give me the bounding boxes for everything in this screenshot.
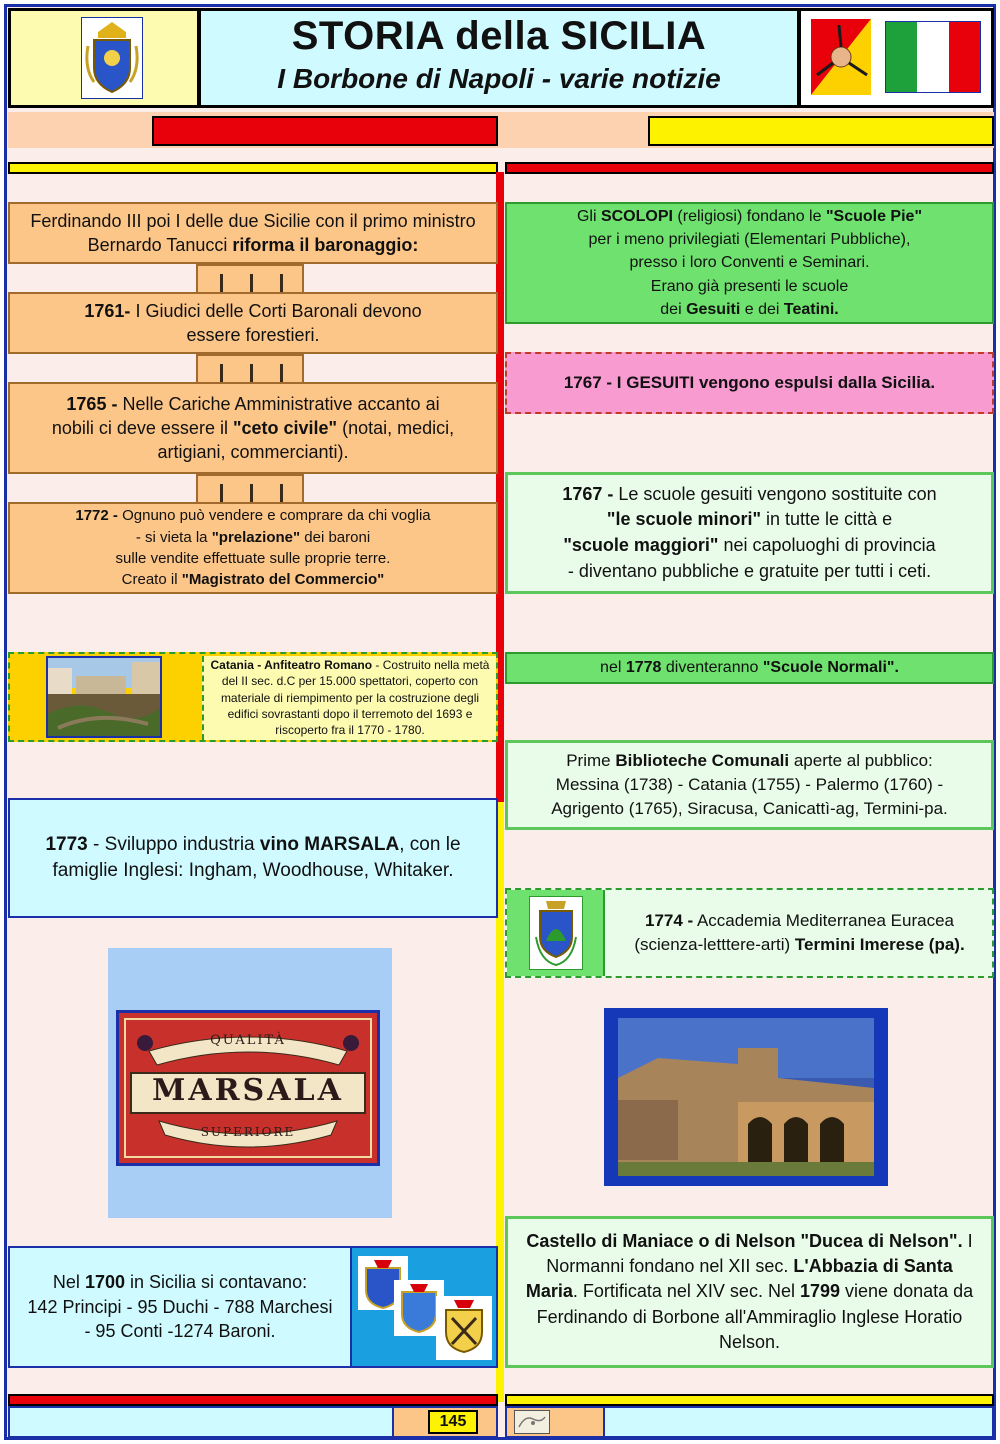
header-right-flags-box — [798, 8, 994, 108]
libraries-box: Prime Biblioteche Comunali aperte al pubblico: Messina (1738) - Catania (1755) - Palermo (1760) - Agrigento (1765), Siracusa, Canicattì-ag, Termini-pa. — [505, 740, 994, 830]
page-subtitle: I Borbone di Napoli - varie notizie — [277, 63, 721, 94]
castello-box: Castello di Maniace o di Nelson "Ducea di Nelson". I Normanni fondano nel XII sec. L'Abbazia di Santa Maria. Fortificata nel XIV sec. Nel 1799 viene donata da Ferdinando di Borbone all'Ammiraglio Inglese Horatio Nelson. — [505, 1216, 994, 1368]
red-band — [152, 116, 498, 146]
label-bottom-text: SUPERIORE — [200, 1125, 296, 1139]
footer-left-red-bar — [8, 1394, 498, 1406]
header-title-box — [198, 8, 800, 108]
scolopi-box: Gli SCOLOPI (religiosi) fondano le "Scuole Pie" per i meno privilegiati (Elementari Pubbliche), presso i loro Conventi e Seminari. Erano già presenti le scuole dei Gesuiti e dei Teatini. — [505, 202, 994, 324]
left-column-top-bar — [8, 162, 498, 174]
right-column-top-bar — [505, 162, 994, 174]
accademia-text: 1774 - Accademia Mediterranea Euracea (scienza-letttere-arti) Termini Imerese (pa). — [634, 911, 965, 954]
jesuits-expelled-box: 1767 - I GESUITI vengono espulsi dalla Sicilia. — [505, 352, 994, 414]
catania-amphitheatre-photo — [46, 656, 162, 738]
bourbon-coat-of-arms-icon — [81, 17, 143, 99]
event-1772-box: 1772 - Ognuno può vendere e comprare da chi voglia - si vieta la "prelazione" dei baroni sulle vendite effettuate sulle proprie terre. Creato il "Magistrato del Commercio" — [8, 502, 498, 594]
marsala-wine-label — [116, 1010, 380, 1166]
page-title: STORIA della SICILIA — [291, 14, 707, 58]
termini-imerese-coat-of-arms-icon — [507, 890, 605, 976]
footer-right-yellow-bar — [505, 1394, 994, 1406]
nobles-box — [8, 1246, 498, 1368]
tanucci-box: Ferdinando III poi I delle due Sicilie con il primo ministro Bernardo Tanucci riforma il baronaggio: — [8, 202, 498, 264]
italian-flag-icon — [885, 21, 981, 93]
accademia-box — [505, 888, 994, 978]
marsala-label-panel — [108, 948, 392, 1218]
yellow-band — [648, 116, 994, 146]
page-number: 145 — [428, 1410, 478, 1434]
noble-coats-of-arms-icon — [350, 1248, 496, 1366]
event-1761-box: 1761- I Giudici delle Corti Baronali devono essere forestieri. — [8, 292, 498, 354]
event-1767-schools-box: 1767 - Le scuole gesuiti vengono sostituite con "le scuole minori" in tutte le città e "scuole maggiori" nei capoluoghi di provincia - diventano pubbliche e gratuite per tutti i ceti. — [505, 472, 994, 594]
connector-3 — [196, 474, 304, 504]
catania-box — [8, 652, 498, 742]
header-left-emblem-box — [8, 8, 200, 108]
catania-text: Catania - Anfiteatro Romano - Costruito nella metà del II sec. d.C per 15.000 spettatori, coperto con materiale di riempimento per la costruzione degli edifici sovrastanti dopo il terremoto del 1693 e riscoperto fra il 1770 - 1780. — [202, 656, 496, 740]
trinacria-flag-icon — [809, 17, 873, 97]
event-1773-box: 1773 - Sviluppo industria vino MARSALA, con le famiglie Inglesi: Ingham, Woodhouse, Whitaker. — [8, 798, 498, 918]
connector-1 — [196, 264, 304, 294]
scuole-normali-box: nel 1778 diventeranno "Scuole Normali". — [505, 652, 994, 684]
nobles-text: Nel 1700 in Sicilia si contavano: 142 Principi - 95 Duchi - 788 Marchesi - 95 Conti -1274 Baroni. — [27, 1271, 333, 1342]
event-1765-box: 1765 - Nelle Cariche Amministrative accanto ai nobili ci deve essere il "ceto civile" (notai, medici, artigiani, commercianti). — [8, 382, 498, 474]
label-top-text: QUALITÀ — [210, 1033, 286, 1048]
connector-2 — [196, 354, 304, 384]
castello-photo — [604, 1008, 888, 1186]
label-main-text: MARSALA — [152, 1073, 344, 1108]
map-thumbnail-icon — [514, 1410, 550, 1434]
